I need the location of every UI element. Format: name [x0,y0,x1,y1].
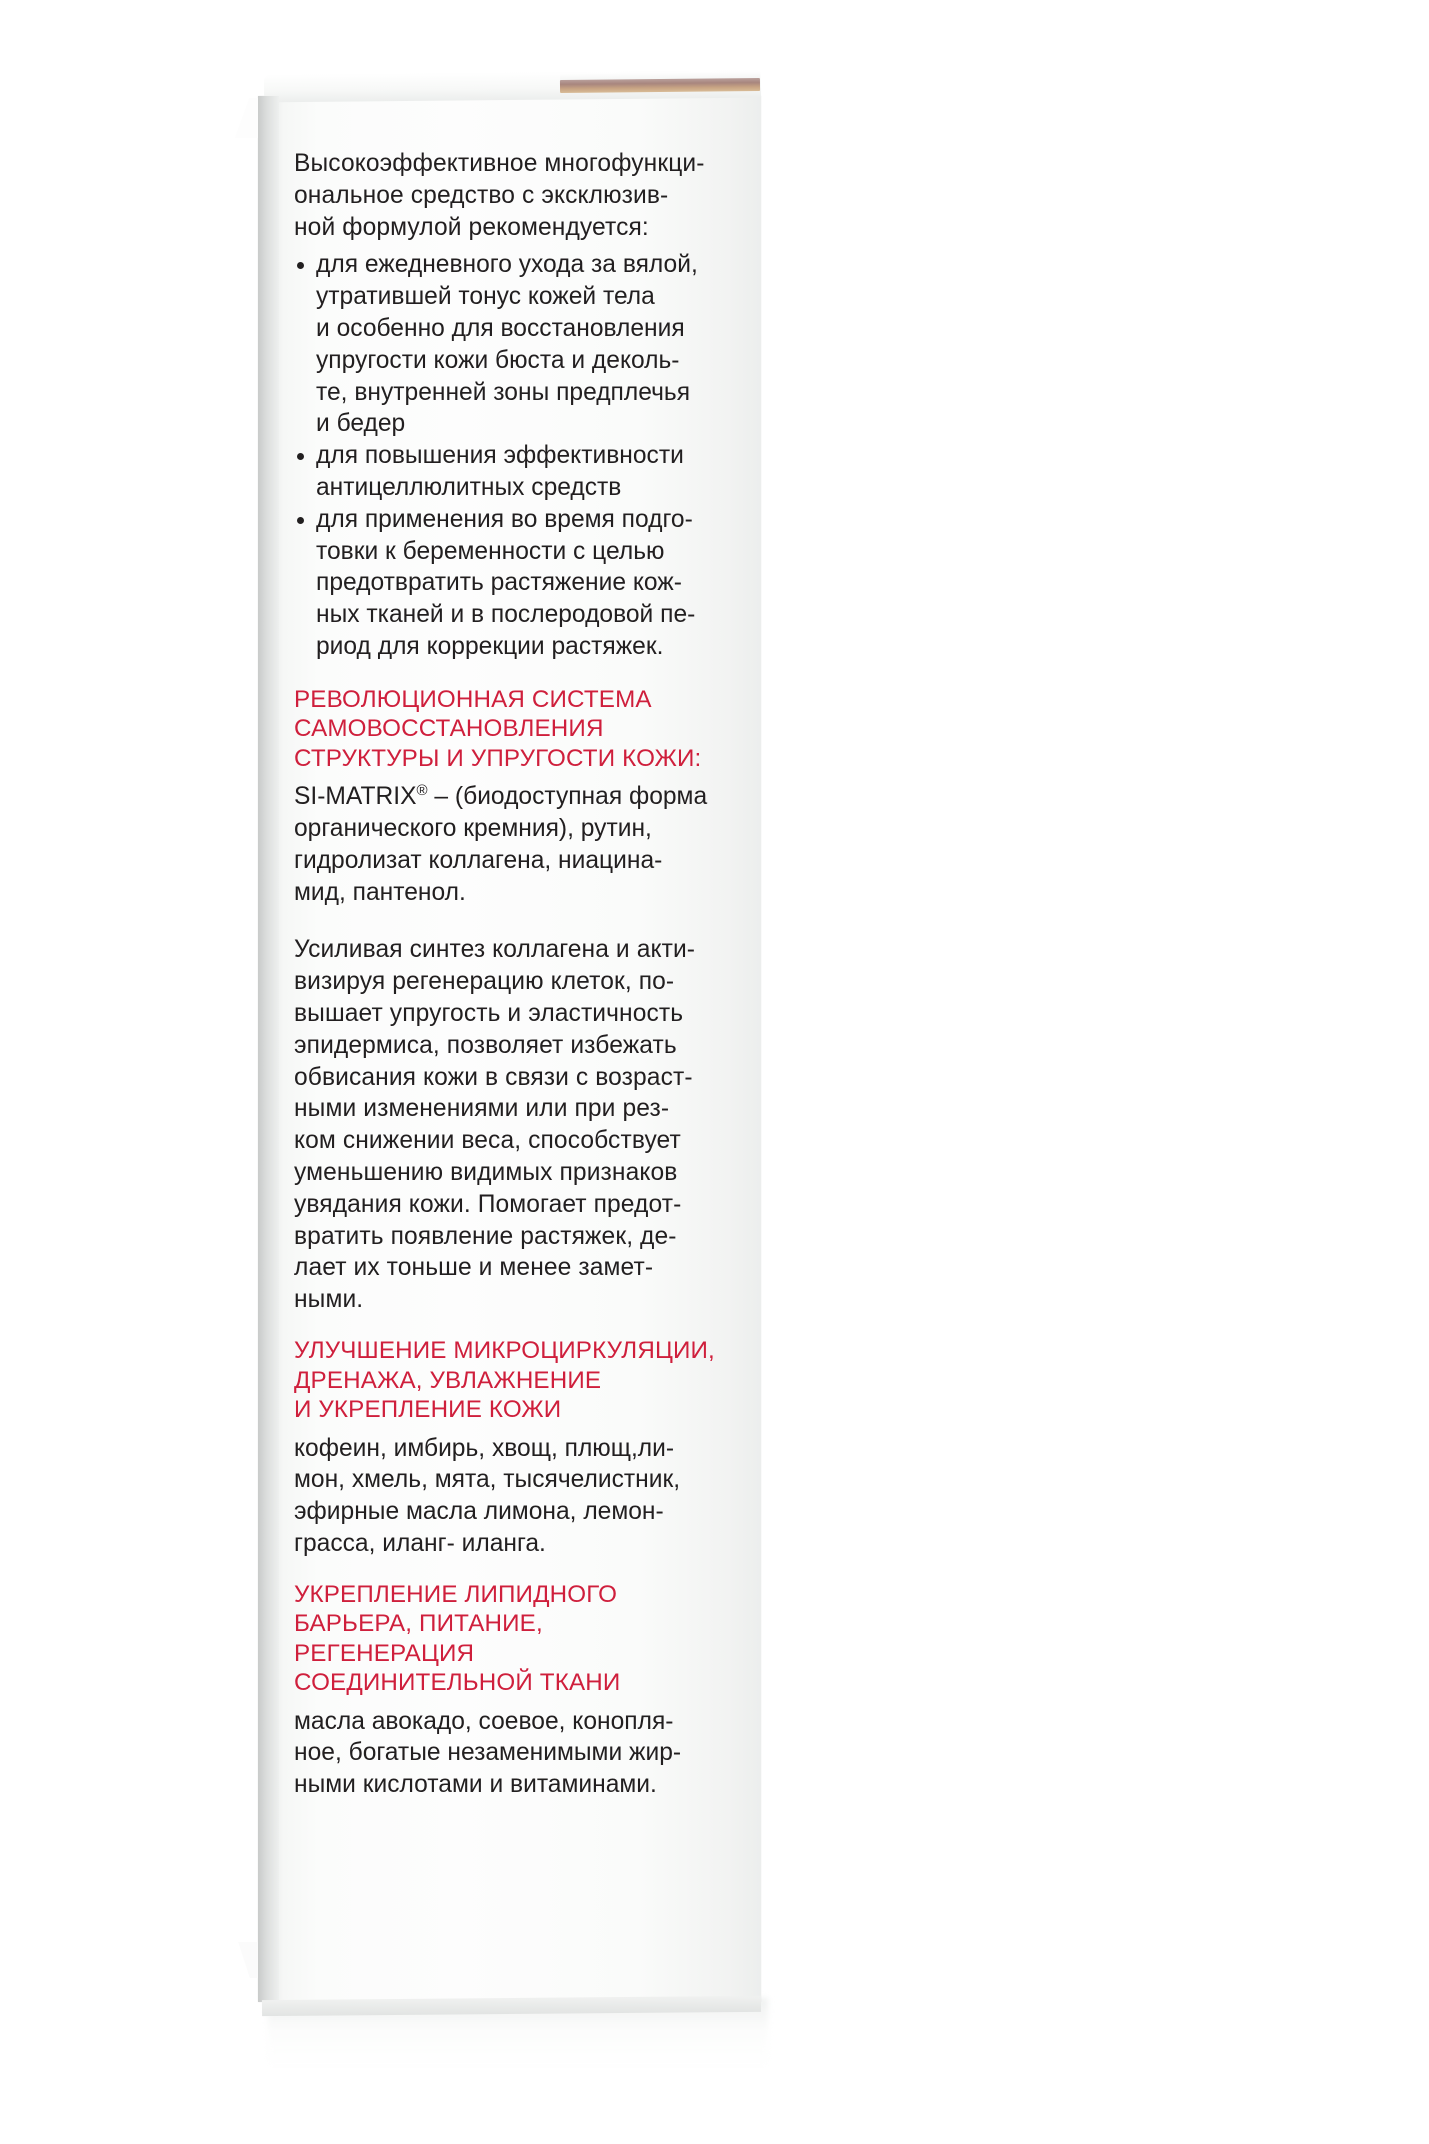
bullet-1-line-5: те, внутренней зоны предплечья [316,378,691,406]
si-matrix-ing-line-2: органического кремния), рутин, [294,815,652,843]
bullet-3-line-1: для применения во время подго- [316,505,693,533]
si-matrix-heading-line-3: СТРУКТУРЫ И УПРУГОСТИ КОЖИ: [294,744,702,772]
spacer [294,912,724,934]
intro-paragraph [294,148,724,243]
bullet-dot-icon [297,262,304,269]
desc-line-3: вышает упругость и эластичность [294,1000,684,1028]
microcirc-heading-line-2: ДРЕНАЖА, УВЛАЖНЕНИЕ [294,1366,602,1394]
si-matrix-ing-line-1: – (биодоступная форма [427,783,708,811]
desc-line-1: Усиливая синтез коллагена и акти- [294,936,696,964]
desc-line-8: уменьшению видимых признаков [294,1159,678,1187]
bullet-1-line-1: для ежедневного ухода за вялой, [316,251,698,279]
si-matrix-ingredients [294,781,724,908]
recommendation-bullet-list [294,249,724,662]
section-heading-lipid-barrier [294,1580,724,1698]
list-item [294,504,724,663]
registered-trademark-icon: ® [416,782,428,800]
lipid-ing-line-1: масла авокадо, соевое, конопля- [294,1707,674,1735]
bullet-dot-icon [297,453,304,460]
bullet-3-line-2: товки к беременности с целью [316,537,665,565]
bullet-2-line-1: для повышения эффективности [316,442,684,470]
lipid-heading-line-2: БАРЬЕРА, ПИТАНИЕ, РЕГЕНЕРАЦИЯ [294,1610,543,1667]
microcirc-heading-line-3: И УКРЕПЛЕНИЕ КОЖИ [294,1396,562,1423]
bullet-1-line-4: упругости кожи бюста и деколь- [316,346,680,374]
desc-line-7: ком снижении веса, способствует [294,1127,681,1155]
lipid-heading-line-1: УКРЕПЛЕНИЕ ЛИПИДНОГО [294,1580,618,1608]
si-matrix-brand-name: SI-MATRIX [294,783,417,811]
lipid-ing-line-2: ное, богатые незаменимыми жир- [294,1739,682,1767]
lipid-barrier-ingredients [294,1706,724,1801]
label-text-column [294,148,724,1805]
microcirc-ing-line-2: мон, хмель, мята, тысячелистник, [294,1466,681,1494]
microcirc-ing-line-4: грасса, иланг- иланга. [294,1529,546,1557]
si-matrix-ing-line-4: мид, пантенол. [294,878,466,906]
lipid-heading-line-3: СОЕДИНИТЕЛЬНОЙ ТКАНИ [294,1669,621,1697]
intro-line-2: ональное средство с эксклюзив- [294,181,669,209]
desc-line-10: вратить появление растяжек, де- [294,1222,677,1250]
si-matrix-heading-line-1: РЕВОЛЮЦИОННАЯ СИСТЕМА [294,685,652,713]
si-matrix-ing-line-3: гидролизат коллагена, ниацина- [294,846,663,874]
bullet-3-line-4: ных тканей и в послеродовой пе- [316,601,696,629]
intro-line-3: ной формулой рекомендуется: [294,213,649,241]
microcirc-heading-line-1: УЛУЧШЕНИЕ МИКРОЦИРКУЛЯЦИИ, [294,1337,715,1364]
bullet-1-line-2: утратившей тонус кожей тела [316,283,655,311]
bullet-dot-icon [297,517,304,524]
lipid-ing-line-3: ными кислотами и витаминами. [294,1771,657,1799]
bullet-1-line-6: и бедер [316,410,406,438]
section-heading-microcirculation [294,1336,724,1425]
list-item [294,440,724,504]
desc-line-6: ными изменениями или при рез- [294,1095,670,1123]
desc-line-11: лает их тоньше и менее замет- [294,1254,654,1282]
si-matrix-description [294,934,724,1316]
bullet-3-line-5: риод для коррекции растяжек. [316,632,664,660]
si-matrix-heading-line-2: САМОВОССТАНОВЛЕНИЯ [294,715,604,743]
desc-line-12: ными. [294,1286,364,1314]
bullet-2-line-2: антицеллюлитных средств [316,473,622,501]
microcirculation-ingredients [294,1433,724,1560]
section-heading-si-matrix [294,685,724,774]
microcirc-ing-line-1: кофеин, имбирь, хвощ, плющ,ли- [294,1434,675,1462]
cardboard-edge [560,78,760,93]
bullet-1-line-3: и особенно для восстановления [316,314,685,342]
intro-line-1: Высокоэффективное многофункци- [294,150,705,177]
list-item [294,249,724,440]
bullet-3-line-3: предотвратить растяжение кож- [316,569,682,597]
box-left-flap [258,96,279,2002]
desc-line-4: эпидермиса, позволяет избежать [294,1031,677,1059]
desc-line-5: обвисания кожи в связи с возраст- [294,1063,693,1091]
product-box [258,96,761,2002]
desc-line-9: увядания кожи. Помогает предот- [294,1190,682,1218]
microcirc-ing-line-3: эфирные масла лимона, лемон- [294,1498,664,1526]
desc-line-2: визируя регенерацию клеток, по- [294,968,675,996]
